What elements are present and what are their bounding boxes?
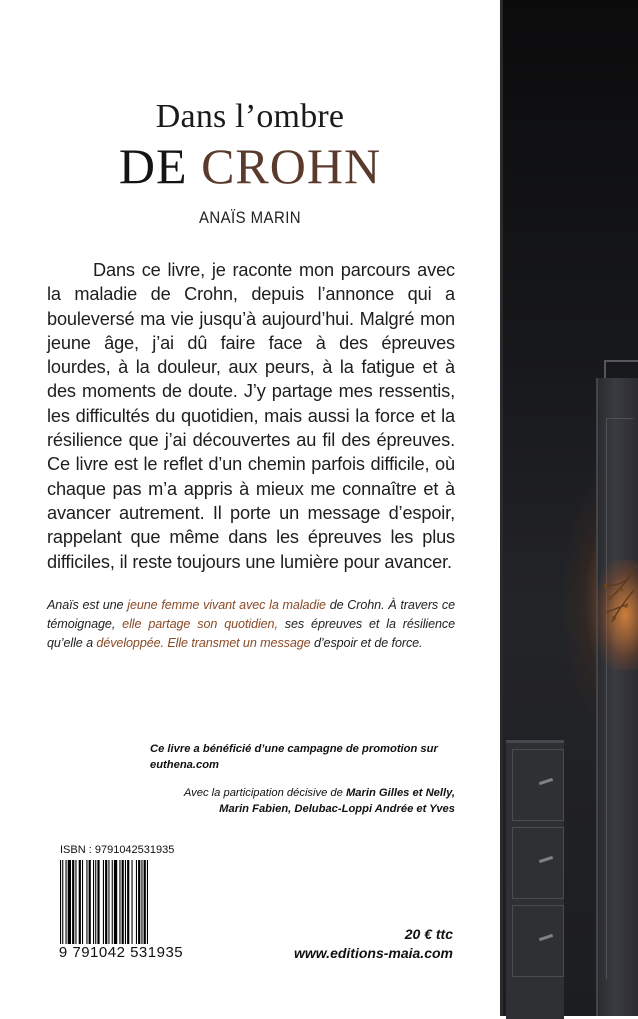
author-name: ANAÏS MARIN xyxy=(198,208,302,227)
plant-silhouette xyxy=(600,560,638,640)
bio-text-accent: développée. Elle transmet un message xyxy=(96,636,311,650)
isbn-label: ISBN : 9791042531935 xyxy=(60,844,175,856)
author-bio xyxy=(47,596,455,653)
barcode-number: 9 791042 531935 xyxy=(56,944,186,961)
bio-text: ses épreuves et la résilience qu’elle a xyxy=(47,617,455,650)
drawer xyxy=(512,749,564,821)
contributors-intro: Avec la participation décisive de xyxy=(183,787,346,799)
price: 20 € ttc xyxy=(404,926,453,942)
title-line-1: Dans l’ombre xyxy=(155,98,345,135)
barcode xyxy=(58,860,182,952)
drawer xyxy=(512,905,564,977)
contributors-names: Marin Fabien, Delubac-Loppi Andrée et Yves xyxy=(219,803,455,815)
publisher-website: www.editions-maia.com xyxy=(294,945,453,961)
bio-text: d’espoir et de force. xyxy=(310,636,423,650)
contributors-names: Marin Gilles et Nelly, xyxy=(345,787,455,799)
bio-text-accent: jeune femme vivant avec la maladie xyxy=(127,598,330,612)
bio-text: Anaïs est une xyxy=(47,598,128,612)
contributors-note xyxy=(150,785,455,817)
bio-text: de Crohn. À travers ce témoignage, xyxy=(47,598,455,631)
cover-photo xyxy=(500,0,638,1016)
title-line-2 xyxy=(0,137,500,195)
title-de: DE xyxy=(118,138,202,194)
cabinet xyxy=(506,740,564,1019)
bio-text-accent: elle partage son quotidien, xyxy=(122,617,278,631)
back-cover-summary: Dans ce livre, je raconte mon parcours avec la maladie de Crohn, depuis l’annonce qui a bouleversé ma vie jusqu’à aujourd’hui. Malgré mon jeune âge, j’ai dû faire face à des épreuves lourdes, à la douleur, aux peurs, à la fatigue et à des moments de doute. J’y partage mes ressentis, les difficultés du quotidien, mais aussi la force et la résilience que j’ai découvertes au fil des épreuves. Ce livre est le reflet d’un chemin parfois difficile, où chaque pas m’a appris à mieux me connaître et à avancer autrement. Il porte un message d’espoir, rappelant que même dans les épreuves les plus difficiles, il reste toujours une lumière pour avancer. xyxy=(47,260,455,572)
title-crohn: CROHN xyxy=(201,138,382,194)
promotion-note: Ce livre a bénéficié d’une campagne de promotion sur euthena.com xyxy=(150,743,438,771)
drawer xyxy=(512,827,564,899)
spine-edge xyxy=(500,0,503,1016)
door xyxy=(596,378,638,1016)
